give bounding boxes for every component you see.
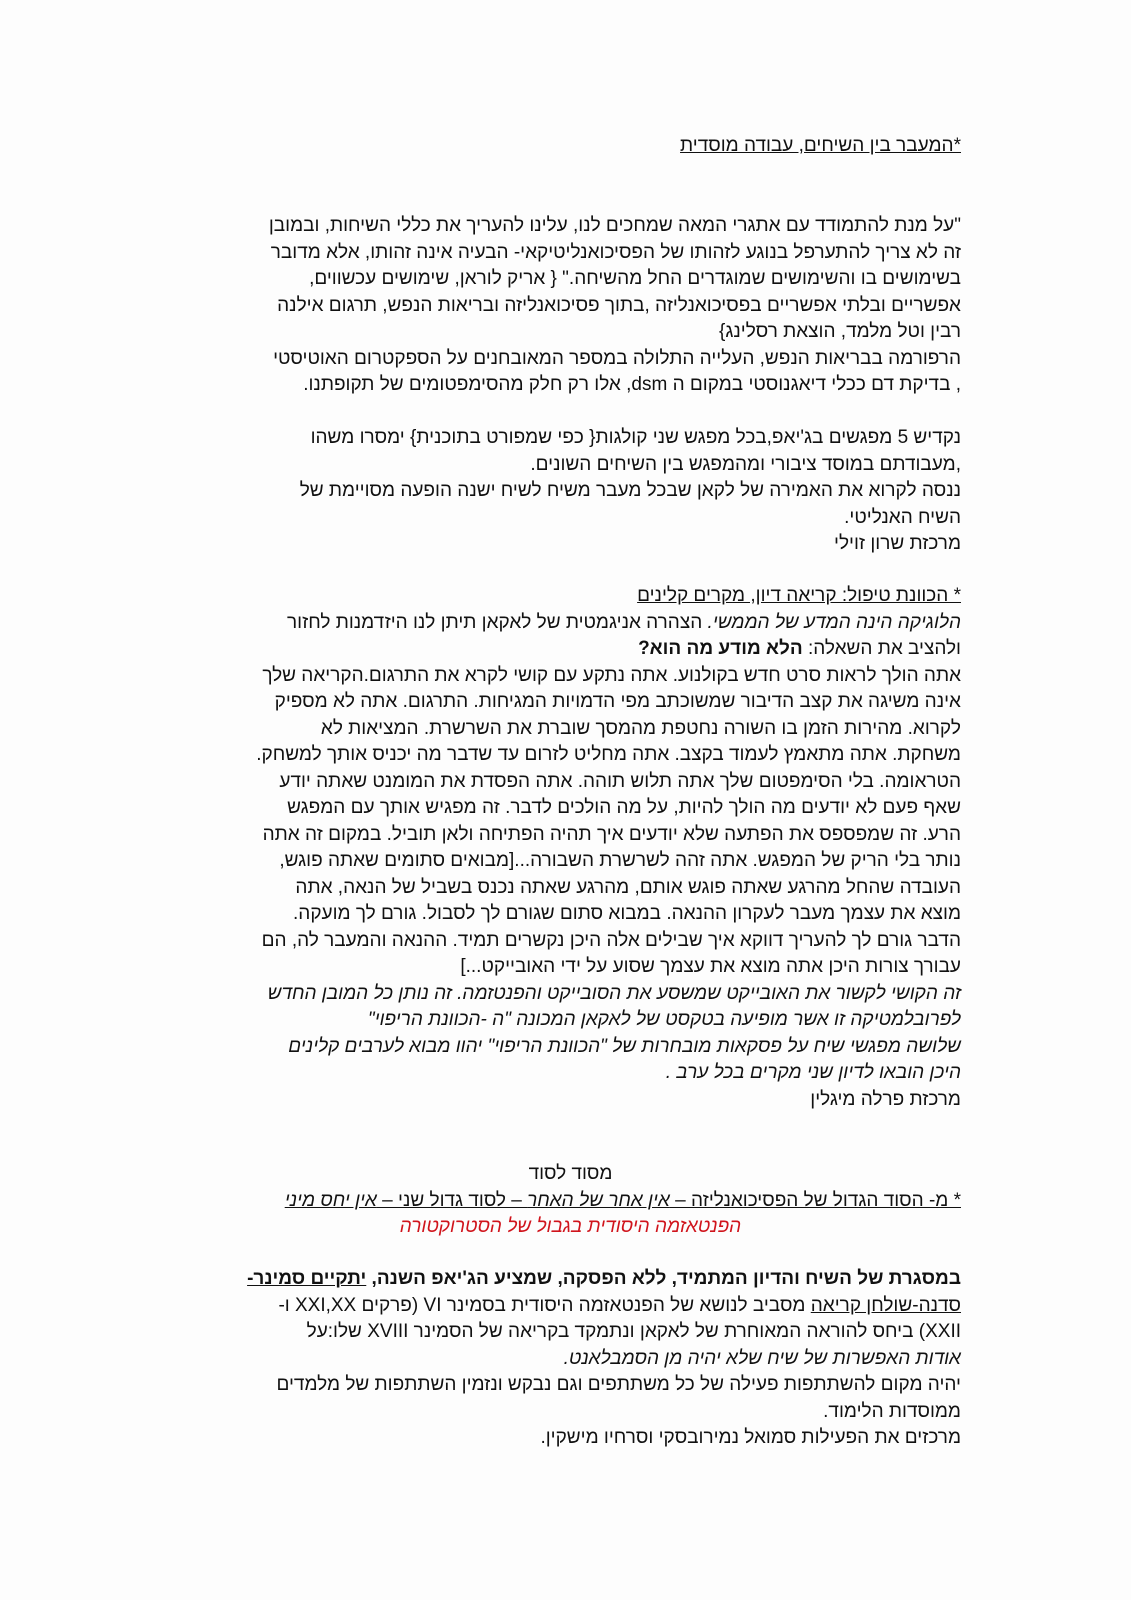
text-line bbox=[247, 1266, 961, 1293]
text-line: נותר בלי הריק של המפגש. אתה זהה לשרשרת השבורה...[מבואים סתומים שאתה פוגש, bbox=[279, 850, 961, 871]
section-1-heading: *המעבר בין השיחים, עבודה מוסדית bbox=[680, 135, 961, 156]
section-1-body bbox=[269, 213, 961, 558]
text-line: ,מעבודתם במוסד ציבורי ומהמפגש בין השיחים השונים. bbox=[530, 453, 961, 475]
subtitle-italic-part: אין יחס מיני bbox=[284, 1189, 377, 1211]
text-line: הרפורמה בבריאות הנפש, העלייה התלולה במספר המאובחנים על הספקטרום האוטיסטי bbox=[273, 347, 961, 369]
section-3-header bbox=[180, 1161, 961, 1241]
section-3-body bbox=[247, 1266, 961, 1452]
underline-text: סדנה-שולחן קריאה bbox=[810, 1294, 961, 1316]
section-2-heading: * הכוונת טיפול: קריאה דיון, מקרים קלינים bbox=[637, 585, 961, 606]
text-line: מוצא את עצמך מעבר לעקרון ההנאה. במבוא סתום שגורם לך לסבול. גורם לך מועקה. bbox=[293, 903, 961, 924]
intro-rest: הצהרה אניגמטית של לאקאן תיתן לנו היזדמנות לחזור bbox=[287, 611, 708, 633]
italic-line: היכן הובאו לדיון שני מקרים בכל ערב . bbox=[665, 1062, 961, 1083]
text-line: שאף פעם לא יודעים מה הולך להיות, על מה הולכים לדבר. זה מפגיש אותך עם המפגש bbox=[287, 797, 961, 818]
italic-line: אודות האפשרות של שיח שלא יהיה מן הסמבלאנט. bbox=[563, 1347, 961, 1369]
italic-line: לפרובלמטיקה זו אשר מופיעה בטקסט של לאקאן המכונה "ה -הכוונת הריפוי" bbox=[367, 1009, 961, 1030]
section-2-body bbox=[256, 583, 961, 1113]
text-line: יהיה מקום להשתתפות פעילה של כל משתתפים וגם נבקש ונזמין השתתפות של מלמדים bbox=[276, 1374, 961, 1395]
text-line: אפשריים ובלתי אפשריים בפסיכואנליזה ,בתוך פסיכואנליזה ובריאות הנפש, תרגום אילנה bbox=[277, 294, 961, 316]
text-line: אתה הולך לראות סרט חדש בקולנוע. אתה נתקע עם קושי לקרא את התרגום.הקריאה שלך bbox=[262, 664, 961, 686]
section-3-subtitle bbox=[180, 1188, 961, 1215]
question-bold: הלא מודע מה הוא? bbox=[638, 638, 803, 659]
coordinator-line: מרכזת פרלה מיגלין bbox=[810, 1088, 961, 1110]
text-line: הרע. זה שמפספס את הפתעה שלא יודעים איך תהיה הפתיחה ולאן תוביל. במקום זה אתה bbox=[262, 823, 961, 845]
intro-line bbox=[256, 610, 961, 637]
section-1-heading-block bbox=[680, 133, 961, 160]
italic-line: שלושה מפגשי שיח על פסקאות מובחרות של "הכוונת הריפוי" יהוו מבוא לערבים קלינים bbox=[288, 1035, 961, 1057]
bold-text: במסגרת של השיח והדיון המתמיד, ללא הפסקה, שמציע הג'יאפ השנה, bbox=[366, 1268, 961, 1289]
bold-underline-text: יתקיים סמינר- bbox=[247, 1268, 367, 1289]
italic-line: זה הקושי לקשור את האובייקט שמשסע את הסובייקט והפנטזמה. זה נותן כל המובן החדש bbox=[267, 982, 961, 1004]
coordinators-line: מרכזים את הפעילות סמואל נמירובסקי וסרחיו מישקין. bbox=[540, 1427, 961, 1448]
text-line bbox=[269, 399, 961, 426]
text-line: XXII) ביחס להוראה המאוחרת של לאקאן ונתמקד בקריאה של הסמינר XVIII שלו:על bbox=[306, 1321, 961, 1342]
section-3-title: מסוד לסוד bbox=[528, 1163, 613, 1184]
text-line: העובדה שהחל מהרגע שאתה פוגש אותם, מהרגע שאתה נכנס בשביל של הנאה, אתה bbox=[295, 876, 961, 898]
question-prefix: ולהציב את השאלה: bbox=[802, 638, 961, 659]
text-line: לקרוא. מהירות הזמן בו השורה נחטפת מהמסך שוברת את השרשרת. המציאות לא bbox=[320, 717, 961, 739]
text-line: עבורך צורות היכן אתה מוצא את עצמך שסוע על ידי האובייקט...] bbox=[460, 956, 961, 977]
text-line: הטראומה. בלי הסימפטום שלך אתה תלוש תוהה. אתה הפסדת את המומנט שאתה יודע bbox=[279, 770, 961, 792]
text-line: משחקת. אתה מתאמץ לעמוד בקצב. אתה מחליט לזרום עד שדבר מה יכניס אותך למשחק. bbox=[256, 744, 961, 765]
text-line: השיח האנליטי. bbox=[844, 506, 961, 528]
text-line: בשימושים בו והשימושים שמוגדרים החל מהשיחה." { אריק לוראן, שימושים עכשווים, bbox=[309, 268, 961, 289]
text-line: ננסה לקרוא את האמירה של לקאן שבכל מעבר משיח לשיח ישנה הופעה מסויימת של bbox=[299, 480, 961, 501]
intro-italic: הלוגיקה הינה המדע של הממשי. bbox=[707, 611, 961, 633]
text-line: , בדיקת דם ככלי דיאגנוסטי במקום ה dsm, אלו רק חלק מהסימפטומים של תקופתנו. bbox=[303, 374, 961, 395]
text-line: רבין וטל מלמד, הוצאת רסלינג} bbox=[719, 321, 961, 342]
plain-text: מסביב לנושא של הפנטאזמה היסודית בסמינר VI (פרקים XXI,XX ו- bbox=[278, 1294, 811, 1316]
text-line bbox=[247, 1293, 961, 1320]
text-line: אינה משיגה את קצב הדיבור שמשוכתב מפי הדמויות המגיחות. התרגום. אתה לא מספיק bbox=[274, 691, 961, 712]
subtitle-part: – לסוד גדול שני – bbox=[376, 1189, 528, 1211]
text-line: הדבר גורם לך להעריך דווקא איך שבילים אלה היכן נקשרים תמיד. ההנאה והמעבר לה, הם bbox=[261, 929, 961, 951]
section-3-red-line: הפנטאזמה היסודית בגבול של הסטרוקטורה bbox=[399, 1216, 742, 1237]
text-line: ממוסדות הלימוד. bbox=[823, 1400, 961, 1422]
coordinator-line: מרכזת שרון זוילי bbox=[834, 533, 961, 554]
text-line: "על מנת להתמודד עם אתגרי המאה שמחכים לנו, עלינו להעריך את כללי השיחות, ובמובן bbox=[268, 215, 961, 236]
question-line bbox=[256, 636, 961, 663]
subtitle-part: * מ- הסוד הגדול של הפסיכואנליזה – bbox=[669, 1189, 961, 1211]
subtitle-italic-part: אין אחר של האחר bbox=[527, 1189, 670, 1211]
text-line: נקדיש 5 מפגשים בג'יאפ,בכל מפגש שני קולגות{ כפי שמפורט בתוכנית} ימסרו משהו bbox=[310, 427, 961, 448]
text-line: זה לא צריך להתערפל בנוגע לזהותו של הפסיכואנליטיקאי- הבעיה אינה זהותו, אלא מדובר bbox=[270, 241, 961, 263]
